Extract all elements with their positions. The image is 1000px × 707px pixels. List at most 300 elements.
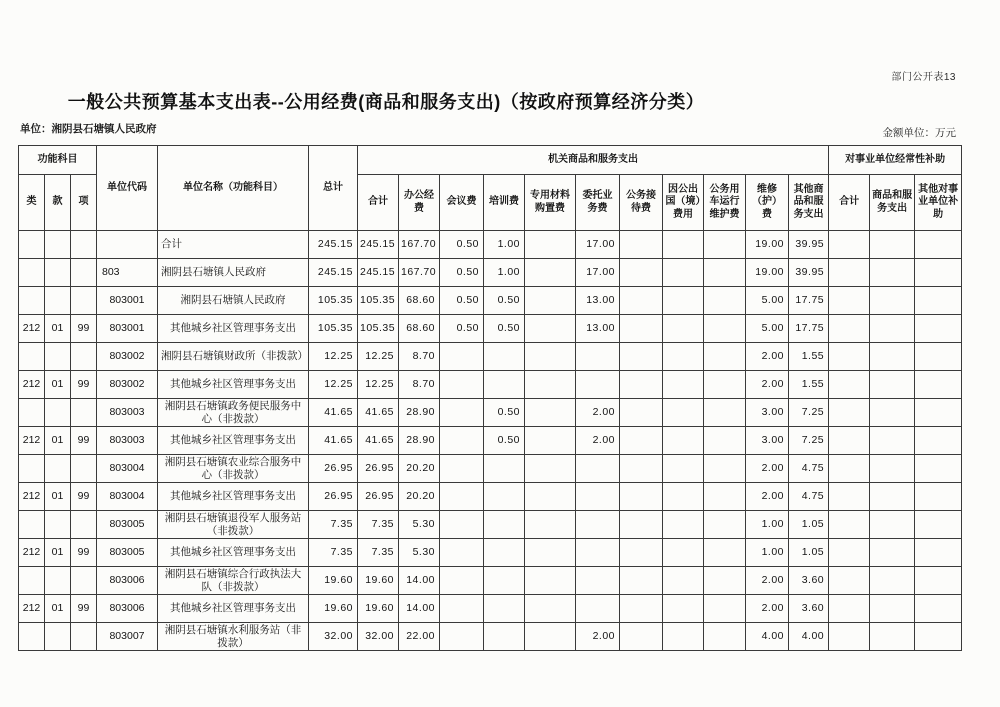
unit-name-cell: 其他城乡社区管理事务支出 [158, 595, 309, 623]
table-cell: 01 [45, 371, 71, 399]
table-cell [704, 287, 746, 315]
table-cell [620, 427, 663, 455]
table-cell [704, 371, 746, 399]
table-cell: 99 [71, 483, 97, 511]
table-cell [915, 287, 962, 315]
table-cell: 12.25 [358, 371, 399, 399]
table-cell: 4.75 [789, 483, 829, 511]
table-cell [829, 343, 870, 371]
table-cell: 0.50 [484, 315, 525, 343]
table-cell [45, 259, 71, 287]
table-cell: 2.00 [576, 399, 620, 427]
table-cell: 01 [45, 427, 71, 455]
table-cell: 41.65 [358, 399, 399, 427]
table-cell: 7.35 [309, 511, 358, 539]
col-header-entrusted-fee: 委托业务费 [576, 175, 620, 231]
table-cell [525, 483, 576, 511]
table-cell: 212 [19, 371, 45, 399]
table-cell [663, 483, 704, 511]
table-cell: 105.35 [358, 287, 399, 315]
table-cell: 7.35 [358, 511, 399, 539]
col-header-subsidy-group: 对事业单位经常性补助 [829, 146, 962, 175]
table-cell [915, 399, 962, 427]
table-cell: 1.55 [789, 343, 829, 371]
table-cell [870, 623, 915, 651]
table-cell [915, 231, 962, 259]
table-cell [525, 371, 576, 399]
table-cell [870, 371, 915, 399]
table-cell: 20.20 [399, 455, 440, 483]
table-cell: 167.70 [399, 231, 440, 259]
table-cell: 41.65 [358, 427, 399, 455]
table-cell [870, 231, 915, 259]
table-cell [525, 287, 576, 315]
table-row [19, 399, 962, 427]
table-cell [829, 399, 870, 427]
table-cell: 167.70 [399, 259, 440, 287]
table-cell [525, 399, 576, 427]
table-cell: 26.95 [309, 483, 358, 511]
table-cell [484, 567, 525, 595]
table-cell [663, 539, 704, 567]
unit-name-cell: 湘阴县石塘镇政务便民服务中心（非拨款） [158, 399, 309, 427]
table-cell: 245.15 [309, 259, 358, 287]
table-cell [576, 455, 620, 483]
table-cell [915, 343, 962, 371]
table-cell [620, 567, 663, 595]
table-cell [704, 399, 746, 427]
table-cell [870, 539, 915, 567]
unit-name-cell: 湘阴县石塘镇农业综合服务中心（非拨款） [158, 455, 309, 483]
table-cell: 0.50 [440, 259, 484, 287]
table-cell [620, 511, 663, 539]
table-cell: 212 [19, 539, 45, 567]
table-cell [829, 287, 870, 315]
table-cell [704, 315, 746, 343]
table-cell [870, 427, 915, 455]
table-cell [19, 511, 45, 539]
table-cell [484, 371, 525, 399]
table-cell [663, 259, 704, 287]
table-cell [45, 287, 71, 315]
table-cell [620, 371, 663, 399]
unit-code-cell: 803006 [97, 567, 158, 595]
table-cell: 28.90 [399, 427, 440, 455]
unit-code-cell: 803003 [97, 427, 158, 455]
table-cell: 12.25 [309, 343, 358, 371]
table-cell [870, 567, 915, 595]
table-cell [915, 371, 962, 399]
unit-name-cell: 湘阴县石塘镇退役军人服务站（非拨款） [158, 511, 309, 539]
table-cell [525, 539, 576, 567]
table-cell: 26.95 [358, 483, 399, 511]
table-cell: 3.00 [746, 399, 789, 427]
table-cell: 17.00 [576, 231, 620, 259]
table-cell [19, 343, 45, 371]
table-cell [870, 511, 915, 539]
table-cell: 99 [71, 539, 97, 567]
table-cell [829, 511, 870, 539]
table-cell [525, 455, 576, 483]
table-cell: 01 [45, 315, 71, 343]
unit-code-cell: 803001 [97, 315, 158, 343]
table-cell [440, 455, 484, 483]
table-row [19, 483, 962, 511]
col-header-gov-group: 机关商品和服务支出 [358, 146, 829, 175]
table-cell: 105.35 [309, 315, 358, 343]
table-cell [829, 259, 870, 287]
table-cell: 01 [45, 483, 71, 511]
table-cell: 39.95 [789, 231, 829, 259]
table-row [19, 371, 962, 399]
unit-name-cell: 其他城乡社区管理事务支出 [158, 539, 309, 567]
table-cell: 2.00 [746, 455, 789, 483]
table-cell [576, 371, 620, 399]
table-cell: 105.35 [358, 315, 399, 343]
table-cell: 19.00 [746, 259, 789, 287]
table-cell: 212 [19, 315, 45, 343]
table-cell: 245.15 [309, 231, 358, 259]
table-cell: 26.95 [309, 455, 358, 483]
table-cell [576, 539, 620, 567]
table-cell: 17.75 [789, 287, 829, 315]
unit-code-cell: 803 [97, 259, 158, 287]
table-cell: 17.00 [576, 259, 620, 287]
table-cell: 1.00 [484, 259, 525, 287]
table-cell: 1.00 [746, 511, 789, 539]
table-cell: 7.25 [789, 427, 829, 455]
table-cell [440, 371, 484, 399]
table-cell [525, 259, 576, 287]
table-cell [620, 595, 663, 623]
table-cell [915, 483, 962, 511]
col-header-vehicle-fee: 公务用车运行维护费 [704, 175, 746, 231]
table-cell: 14.00 [399, 567, 440, 595]
unit-code-cell: 803006 [97, 595, 158, 623]
unit-name-cell: 其他城乡社区管理事务支出 [158, 483, 309, 511]
unit-name-cell: 合计 [158, 231, 309, 259]
table-cell [829, 455, 870, 483]
table-cell: 1.55 [789, 371, 829, 399]
unit-code-cell: 803007 [97, 623, 158, 651]
unit-name-cell: 湘阴县石塘镇人民政府 [158, 259, 309, 287]
table-cell [440, 539, 484, 567]
table-cell [45, 567, 71, 595]
table-cell [440, 343, 484, 371]
table-cell [440, 595, 484, 623]
unit-code-cell: 803004 [97, 483, 158, 511]
col-header-subsidy-other: 其他对事业单位补助 [915, 175, 962, 231]
table-cell [829, 315, 870, 343]
table-cell: 19.60 [309, 595, 358, 623]
table-cell [829, 567, 870, 595]
table-cell [71, 623, 97, 651]
table-cell: 26.95 [358, 455, 399, 483]
table-cell: 0.50 [484, 287, 525, 315]
unit-code-cell: 803003 [97, 399, 158, 427]
table-cell: 0.50 [440, 287, 484, 315]
table-cell [620, 539, 663, 567]
table-cell: 5.30 [399, 511, 440, 539]
table-cell [440, 427, 484, 455]
table-cell: 19.60 [358, 567, 399, 595]
corner-note: 部门公开表13 [891, 72, 956, 83]
table-cell [829, 623, 870, 651]
table-cell [45, 343, 71, 371]
table-cell [620, 623, 663, 651]
table-cell: 7.35 [358, 539, 399, 567]
table-cell [704, 623, 746, 651]
table-cell [440, 399, 484, 427]
table-cell [704, 343, 746, 371]
table-cell: 01 [45, 595, 71, 623]
table-cell [484, 623, 525, 651]
budget-table [18, 145, 962, 651]
table-cell [870, 399, 915, 427]
table-cell [915, 567, 962, 595]
table-cell: 01 [45, 539, 71, 567]
table-cell [484, 455, 525, 483]
table-cell [915, 539, 962, 567]
table-cell [620, 259, 663, 287]
table-cell [870, 455, 915, 483]
table-cell: 3.60 [789, 595, 829, 623]
table-cell [915, 427, 962, 455]
table-cell [440, 483, 484, 511]
table-cell: 2.00 [576, 623, 620, 651]
unit-code-cell: 803005 [97, 511, 158, 539]
table-cell [525, 231, 576, 259]
table-cell: 41.65 [309, 399, 358, 427]
table-cell [71, 567, 97, 595]
table-cell: 212 [19, 483, 45, 511]
table-cell: 4.00 [746, 623, 789, 651]
table-cell: 2.00 [746, 483, 789, 511]
table-cell [663, 287, 704, 315]
table-cell [71, 511, 97, 539]
unit-code-cell [97, 231, 158, 259]
table-row [19, 455, 962, 483]
table-cell [663, 231, 704, 259]
table-cell: 17.75 [789, 315, 829, 343]
table-row [19, 315, 962, 343]
table-cell: 99 [71, 595, 97, 623]
table-cell: 1.00 [484, 231, 525, 259]
table-cell [915, 623, 962, 651]
col-header-abroad-fee: 因公出国（境）费用 [663, 175, 704, 231]
table-cell [71, 399, 97, 427]
table-cell [829, 539, 870, 567]
table-cell: 39.95 [789, 259, 829, 287]
table-cell [870, 287, 915, 315]
table-cell: 105.35 [309, 287, 358, 315]
table-cell: 0.50 [440, 231, 484, 259]
table-cell: 22.00 [399, 623, 440, 651]
table-cell: 14.00 [399, 595, 440, 623]
table-cell: 2.00 [576, 427, 620, 455]
table-cell [19, 287, 45, 315]
table-cell [870, 259, 915, 287]
table-cell [663, 371, 704, 399]
unit-name-cell: 其他城乡社区管理事务支出 [158, 371, 309, 399]
table-cell [915, 595, 962, 623]
table-cell [870, 483, 915, 511]
col-header-gov-subtotal: 合计 [358, 175, 399, 231]
table-cell [71, 343, 97, 371]
table-cell [525, 511, 576, 539]
table-cell [829, 231, 870, 259]
table-cell [71, 231, 97, 259]
table-cell: 1.00 [746, 539, 789, 567]
table-cell [45, 231, 71, 259]
col-header-meeting-fee: 会议费 [440, 175, 484, 231]
table-cell [484, 343, 525, 371]
table-cell: 19.60 [309, 567, 358, 595]
table-cell [71, 455, 97, 483]
col-header-lei: 类 [19, 175, 45, 231]
table-cell: 2.00 [746, 595, 789, 623]
table-cell [576, 343, 620, 371]
table-row [19, 567, 962, 595]
table-cell [484, 539, 525, 567]
table-cell [19, 623, 45, 651]
table-cell [620, 231, 663, 259]
unit-name-cell: 湘阴县石塘镇水利服务站（非拨款） [158, 623, 309, 651]
table-cell: 20.20 [399, 483, 440, 511]
table-cell: 13.00 [576, 287, 620, 315]
table-cell: 7.25 [789, 399, 829, 427]
table-cell: 3.60 [789, 567, 829, 595]
table-cell [704, 539, 746, 567]
col-header-office-expense: 办公经费 [399, 175, 440, 231]
table-cell: 5.30 [399, 539, 440, 567]
table-cell [440, 511, 484, 539]
table-cell: 19.60 [358, 595, 399, 623]
table-cell [704, 511, 746, 539]
col-header-repair-fee: 维修（护）费 [746, 175, 789, 231]
table-cell [620, 455, 663, 483]
table-cell [484, 595, 525, 623]
table-cell: 2.00 [746, 371, 789, 399]
table-cell: 68.60 [399, 315, 440, 343]
table-cell: 99 [71, 427, 97, 455]
table-cell [663, 343, 704, 371]
table-cell: 8.70 [399, 343, 440, 371]
table-cell [663, 399, 704, 427]
table-cell: 0.50 [484, 427, 525, 455]
table-row [19, 287, 962, 315]
table-cell [620, 399, 663, 427]
table-cell [525, 343, 576, 371]
col-header-reception-fee: 公务接待费 [620, 175, 663, 231]
table-row [19, 623, 962, 651]
table-cell: 2.00 [746, 343, 789, 371]
unit-code-cell: 803004 [97, 455, 158, 483]
table-cell [620, 483, 663, 511]
table-cell [620, 343, 663, 371]
page-title: 一般公共预算基本支出表--公用经费(商品和服务支出)（按政府预算经济分类） [67, 92, 705, 112]
table-header [19, 146, 962, 231]
table-cell [620, 315, 663, 343]
table-cell: 68.60 [399, 287, 440, 315]
table-cell [576, 567, 620, 595]
table-cell [45, 623, 71, 651]
col-header-subsidy-goods: 商品和服务支出 [870, 175, 915, 231]
table-cell [829, 371, 870, 399]
table-cell [915, 259, 962, 287]
table-cell: 12.25 [309, 371, 358, 399]
unit-code-cell: 803002 [97, 343, 158, 371]
table-cell [525, 315, 576, 343]
table-cell [484, 483, 525, 511]
table-cell [870, 343, 915, 371]
unit-label: 单位：湘阴县石塘镇人民政府 [20, 123, 157, 135]
unit-name-cell: 湘阴县石塘镇综合行政执法大队（非拨款） [158, 567, 309, 595]
col-header-func-group: 功能科目 [19, 146, 97, 175]
table-cell [440, 567, 484, 595]
col-header-other-goods: 其他商品和服务支出 [789, 175, 829, 231]
table-cell [663, 455, 704, 483]
table-cell [440, 623, 484, 651]
table-cell [704, 567, 746, 595]
table-cell: 1.05 [789, 539, 829, 567]
table-cell: 28.90 [399, 399, 440, 427]
table-cell [870, 315, 915, 343]
table-cell [45, 455, 71, 483]
table-cell [525, 623, 576, 651]
table-row [19, 259, 962, 287]
table-cell: 4.75 [789, 455, 829, 483]
table-cell [915, 511, 962, 539]
table-row [19, 539, 962, 567]
table-cell: 32.00 [309, 623, 358, 651]
table-cell [915, 455, 962, 483]
unit-code-cell: 803005 [97, 539, 158, 567]
table-cell [663, 315, 704, 343]
table-cell [870, 595, 915, 623]
unit-code-cell: 803001 [97, 287, 158, 315]
table-cell [525, 595, 576, 623]
col-header-kuan: 款 [45, 175, 71, 231]
table-cell [484, 511, 525, 539]
col-header-xiang: 项 [71, 175, 97, 231]
table-cell [663, 623, 704, 651]
unit-name-cell: 其他城乡社区管理事务支出 [158, 315, 309, 343]
table-cell: 2.00 [746, 567, 789, 595]
table-cell: 41.65 [309, 427, 358, 455]
unit-name-cell: 湘阴县石塘镇人民政府 [158, 287, 309, 315]
table-cell: 32.00 [358, 623, 399, 651]
table-cell: 1.05 [789, 511, 829, 539]
table-cell [663, 567, 704, 595]
table-body [19, 231, 962, 651]
col-header-total: 总计 [309, 146, 358, 231]
table-cell [525, 567, 576, 595]
table-cell: 99 [71, 315, 97, 343]
table-cell [704, 259, 746, 287]
table-row [19, 595, 962, 623]
col-header-unit-name: 单位名称（功能科目） [158, 146, 309, 231]
table-cell [19, 455, 45, 483]
table-cell: 245.15 [358, 231, 399, 259]
table-cell [663, 511, 704, 539]
table-cell [663, 595, 704, 623]
table-cell [71, 287, 97, 315]
table-cell: 99 [71, 371, 97, 399]
col-header-subsidy-subtotal: 合计 [829, 175, 870, 231]
table-cell: 13.00 [576, 315, 620, 343]
table-cell [663, 427, 704, 455]
